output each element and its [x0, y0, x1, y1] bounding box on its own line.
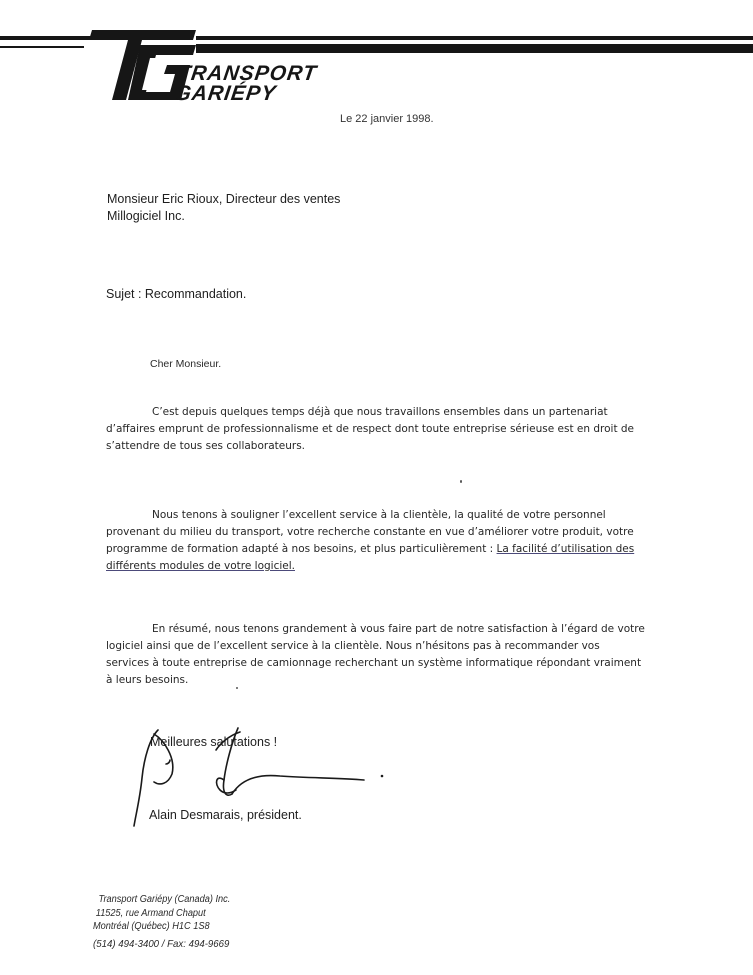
footer-company: Transport Gariépy (Canada) Inc. — [98, 894, 231, 905]
letterhead-logo — [0, 0, 753, 120]
recipient-block — [107, 191, 340, 225]
greeting: Cher Monsieur. — [150, 358, 222, 370]
footer-phone-fax: (514) 494-3400 / Fax: 494-9669 — [93, 937, 230, 950]
footer-address — [93, 893, 230, 951]
brand-line-2: GARIÉPY — [173, 82, 278, 105]
footer-city: Montréal (Québec) H1C 1S8 — [93, 921, 210, 932]
paragraph-2-text: Nous tenons à souligner l’excellent service à la clientèle, la qualité de votre personnel provenant du milieu du transport, votre recherche constante en vue d’améliorer votre produit, votre programme de formation adapté à nos besoins, et plus particulièrement : — [106, 509, 634, 555]
brand-line-1: TRANSPORT — [175, 62, 319, 85]
footer-street: 11525, rue Armand Chaput — [95, 907, 206, 919]
scan-speck — [236, 687, 238, 689]
paragraph-2-underlined: La facilité d’utilisation des différents modules de votre logiciel. — [106, 543, 635, 572]
paragraph-2 — [106, 507, 646, 575]
scan-speck — [460, 480, 462, 483]
closing-salutation: Meilleures salutations ! — [150, 735, 278, 749]
recipient-name: Monsieur Eric Rioux, Directeur des ventes — [107, 192, 341, 206]
paragraph-1-text: C’est depuis quelques temps déjà que nous travaillons ensembles dans un partenariat d’affaires emprunt de professionnalisme et de respect dont toute entreprise sérieuse est en droit de s’attendre de tous ses collaborateurs. — [106, 406, 635, 452]
paragraph-3-text: En résumé, nous tenons grandement à vous faire part de notre satisfaction à l’égard de votre logiciel ainsi que de l’excellent service à la clientèle. Nous n’hésitons pas à recommander vos services à toute entreprise de camionnage recherchant un système informatique répondant vraiment à leurs besoins. — [106, 623, 645, 686]
brand-name — [173, 64, 318, 104]
paragraph-1 — [106, 404, 646, 455]
letter-date: Le 22 janvier 1998. — [340, 113, 434, 125]
recipient-company: Millogiciel Inc. — [107, 209, 185, 223]
subject-line: Sujet : Recommandation. — [106, 287, 247, 301]
signer-name: Alain Desmarais, président. — [149, 808, 302, 822]
paragraph-3 — [106, 621, 646, 689]
